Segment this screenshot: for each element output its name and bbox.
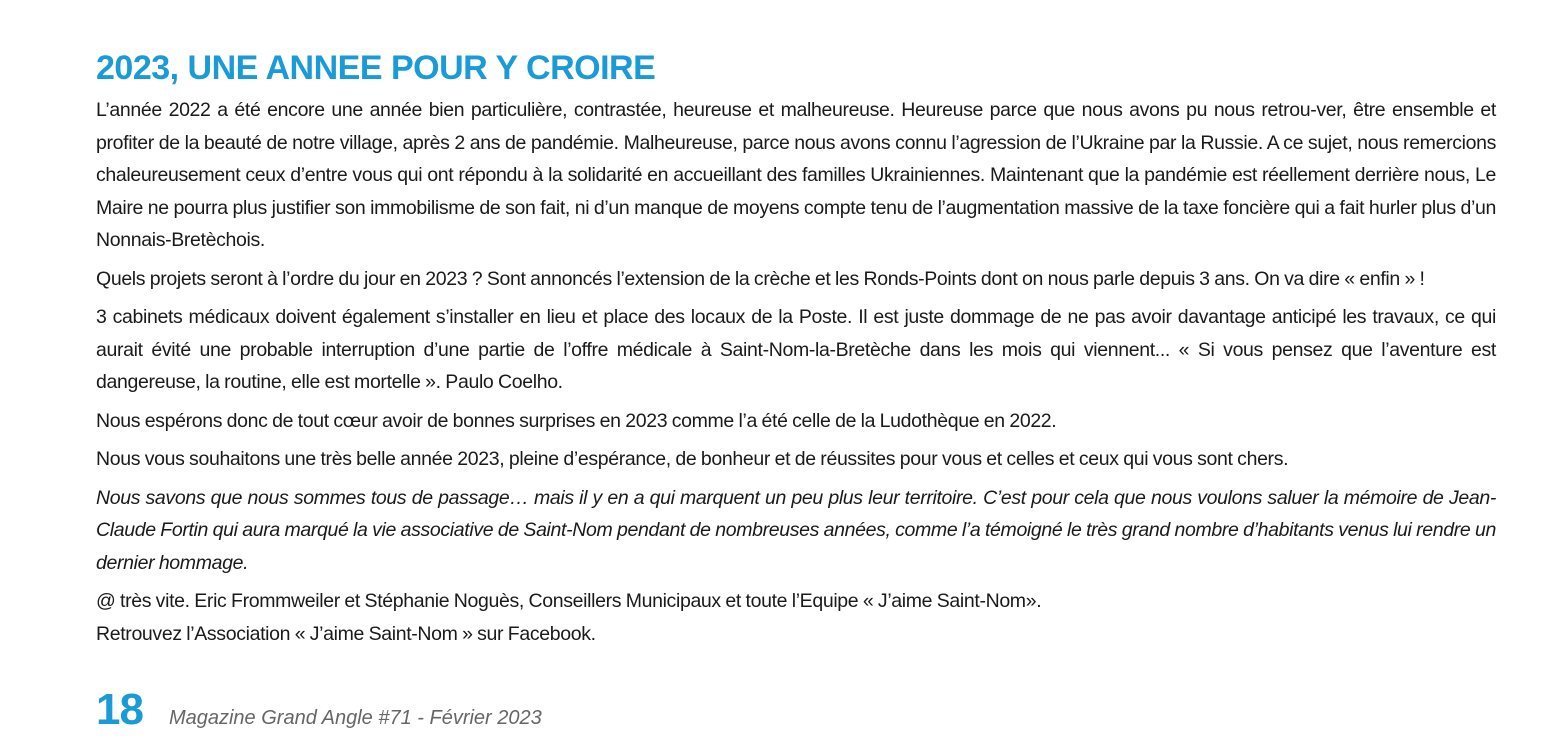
paragraph-hopes: Nous espérons donc de tout cœur avoir de bonnes surprises en 2023 comme l’a été celle de la Ludothèque en 2022.: [96, 409, 1057, 432]
paragraph-medical: 3 cabinets médicaux doivent également s’installer en lieu et place des locaux de la Poste. Il est juste dommage de ne pas avoir davantage anticipé les travaux, ce qui aurait évité une probable interruption d’une partie de l’offre médicale à Saint-Nom-la-Bretèche dans les mois qui viennent... « Si vous pensez que l’aventure est dangereuse, la routine, elle est mortelle ». Paulo Coelho.: [96, 306, 1496, 393]
article: [96, 48, 1496, 650]
paragraph-wishes: Nous vous souhaitons une très belle année 2023, pleine d’espérance, de bonheur et de réussites pour vous et celles et ceux qui vous sont chers.: [96, 448, 1289, 470]
magazine-issue: Magazine Grand Angle #71 - Février 2023: [168, 707, 542, 729]
article-title: 2023, UNE ANNEE POUR Y CROIRE: [96, 49, 656, 87]
paragraph-projects: Quels projets seront à l’ordre du jour en 2023 ? Sont annoncés l’extension de la crèche et les Ronds-Points dont on nous parle depuis 3 ans. On va dire « enfin » !: [96, 267, 1425, 290]
signature-line: @ très vite. Eric Frommweiler et Stéphanie Noguès, Conseillers Municipaux et toute l’Equipe « J’aime Saint-Nom».: [96, 590, 1042, 612]
paragraph-tribute: Nous savons que nous sommes tous de passage… mais il y en a qui marquent un peu plus leur territoire. C’est pour cela que nous voulons saluer la mémoire de Jean-Claude Fortin qui aura marqué la vie associative de Saint-Nom pendant de nombreuses années, comme l’a témoigné le très grand nombre d’habitants venus lui rendre un dernier hommage.: [96, 486, 1496, 574]
facebook-note: Retrouvez l’Association « J’aime Saint-Nom » sur Facebook.: [96, 622, 596, 645]
signature-block: [96, 585, 1496, 650]
page-footer: [96, 684, 542, 736]
page-number: 18: [96, 685, 143, 734]
paragraph-intro: L’année 2022 a été encore une année bien particulière, contrastée, heureuse et malheureuse. Heureuse parce que nous avons pu nous retrou-ver, être ensemble et profiter de la beauté de notre village, après 2 ans de pandémie. Malheureuse, parce nous avons connu l’agression de l’Ukraine par la Russie. A ce sujet, nous remercions chaleureusement ceux d’entre vous qui ont répondu à la solidarité en accueillant des familles Ukrainiennes. Maintenant que la pandémie est réellement derrière nous, Le Maire ne pourra plus justifier son immobilisme de son fait, ni d’un manque de moyens compte tenu de l’augmentation massive de la taxe foncière qui a fait hurler plus d’un Nonnais-Bretèchois.: [96, 99, 1496, 251]
